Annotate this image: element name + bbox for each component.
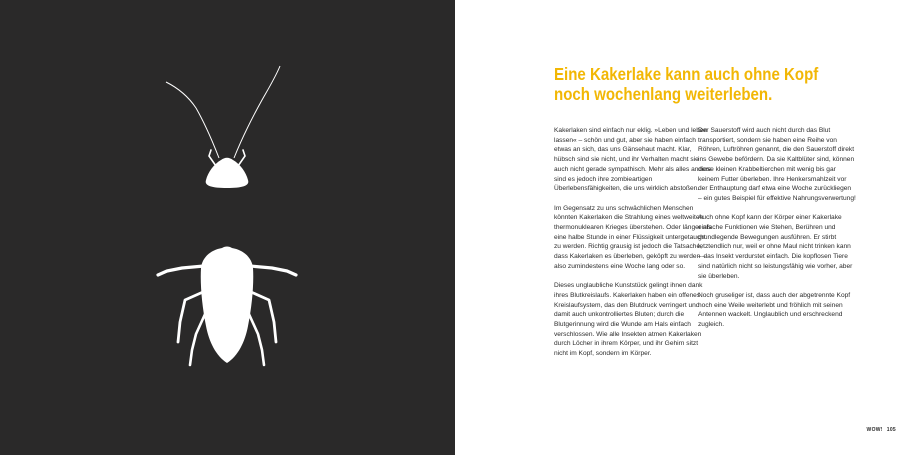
left-hind-leg (190, 312, 206, 365)
cockroach-head (166, 66, 280, 188)
text-page (455, 0, 910, 455)
paragraph: Noch gruseliger ist, dass auch der abgetrennte Kopf noch eine Weile weiterlebt und fröhlich mit seinen Antennen wackelt. Unglaublich und erschreckend zugleich. (698, 291, 851, 329)
text-column-right (698, 126, 856, 339)
headline-line-2: noch wochenlang weiterleben. (554, 84, 773, 104)
head-shape (206, 158, 249, 188)
left-front-leg (158, 266, 204, 275)
left-antenna (166, 82, 219, 158)
paragraph: Auch ohne Kopf kann der Körper einer Kakerlake einfache Funktionen wie Stehen, Berühren und grundlegende Bewegungen ausführen. Er stirbt letztendlich nur, weil er ohne Maul nicht trinken kann – das Insekt verdurstet einfach. Die kopflosen Tiere sind natürlich nicht so leistungsfähig wie vorher, aber sie überleben. (698, 214, 853, 280)
right-hind-leg (248, 312, 264, 365)
left-palp (209, 150, 216, 166)
paragraph: Dieses unglaubliche Kunststück gelingt ihnen dank ihres Blutkreislaufs. Kakerlaken haben ein offenes Kreislaufsystem, das den Blutdruck verringert und damit auch unkontrolliertes Bluten; durch die Blutgerinnung wird die Wunde am Hals einfach verschlossen. Wie alle Insekten atmen Kakerlaken durch Löcher in ihrem Körper, und ihr Gehirn sitzt nicht im Kopf, sondern im Körper. (554, 282, 703, 358)
right-front-leg (250, 266, 296, 275)
page-footer (867, 427, 896, 433)
paragraph: Im Gegensatz zu uns schwächlichen Menschen könnten Kakerlaken die Strahlung eines weltweiten thermonuklearen Krieges überstehen. Oder länger als eine halbe Stunde in einer Flüssigkeit untergetaucht zu werden. Richtig grausig ist jedoch die Tatsache, dass Kakerlaken es überleben, geköpft zu werden – also zumindestens eine Woche lang oder so. (554, 204, 712, 270)
right-middle-leg (251, 292, 276, 342)
paragraph: Der Sauerstoff wird auch nicht durch das Blut transportiert, sondern sie haben eine Reihe von Röhren, Luftröhren genannt, die den Sauerstoff direkt ins Gewebe befördern. Da sie Kaltblüter sind, können diese kleinen Krabbeltierchen mit wenig bis gar keinem Futter überleben. Ihre Henkersmahlzeit vor der Enthauptung darf etwa eine Woche zurückliegen – ein gutes Beispiel für effektive Nahrungsverwertung! (698, 127, 856, 202)
running-footer-label: WOW! (866, 427, 883, 433)
right-antenna (234, 66, 280, 158)
right-palp (238, 150, 245, 166)
headline (554, 64, 829, 104)
headline-line-1: Eine Kakerlake kann auch ohne Kopf (554, 64, 819, 84)
text-column-left (554, 126, 712, 369)
body-shape (201, 247, 254, 364)
paragraph: Kakerlaken sind einfach nur eklig. »Leben und leben lassen« – schön und gut, aber sie haben einfach etwas an sich, das uns Gänsehaut macht. Klar, hübsch sind sie nicht, und ihr Verhalten macht sie auch nicht gerade sympathisch. Mehr als alles andere sind es jedoch ihre zombieartigen Überlebensfähigkeiten, die uns wirklich abstoßen. (554, 127, 712, 193)
left-middle-leg (178, 292, 203, 342)
page-number: 105 (886, 427, 896, 433)
cockroach-body (158, 247, 296, 366)
